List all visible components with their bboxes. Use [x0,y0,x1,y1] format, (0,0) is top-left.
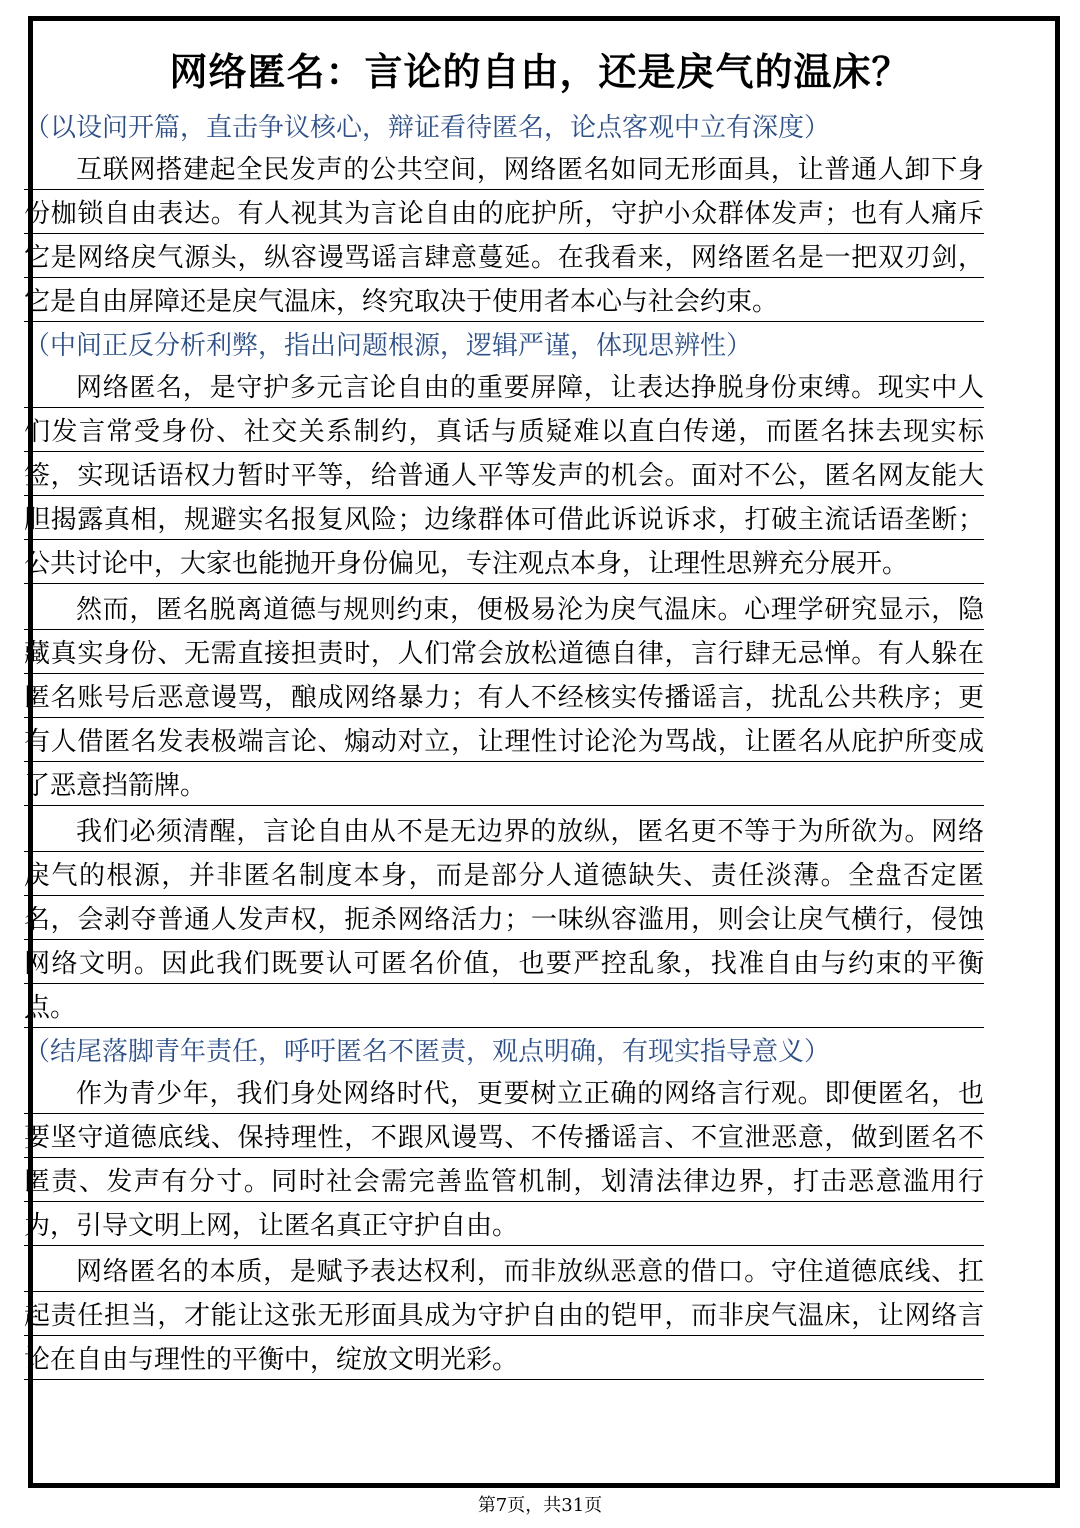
paragraph-intro: 互联网搭建起全民发声的公共空间，网络匿名如同无形面具，让普通人卸下身份枷锁自由表达。有人视其为言论自由的庇护所，守护小众群体发声；也有人痛斥它是网络戾气源头，纵容谩骂谣言肆意蔓延。在我看来，网络匿名是一把双刃剑，它是自由屏障还是戾气温床，终究取决于使用者本心与社会约束。 [24,148,984,326]
essay-title: 网络匿名：言论的自由，还是戾气的温床？ [169,50,911,94]
page-number: 第7页，共31页 [477,1495,603,1516]
paragraph-balance: 我们必须清醒，言论自由从不是无边界的放纵，匿名更不等于为所欲为。网络戾气的根源，并非匿名制度本身，而是部分人道德缺失、责任淡薄。全盘否定匿名，会剥夺普通人发声权，扼杀网络活力；一味纵容滥用，则会让戾气横行，侵蚀网络文明。因此我们既要认可匿名价值，也要严控乱象，找准自由与约束的平衡点。 [24,810,984,1032]
annotation-ending: （结尾落脚青年责任，呼吁匿名不匿责，观点明确，有现实指导意义） [24,1037,831,1067]
annotation-middle: （中间正反分析利弊，指出问题根源，逻辑严谨，体现思辨性） [24,331,753,361]
paragraph-conclusion: 网络匿名的本质，是赋予表达权利，而非放纵恶意的借口。守住道德底线、扛起责任担当，才能让这张无形面具成为守护自由的铠甲，而非戾气温床，让网络言论在自由与理性的平衡中，绽放文明光彩。 [24,1250,984,1384]
paragraph-con: 然而，匿名脱离道德与规则约束，便极易沦为戾气温床。心理学研究显示，隐藏真实身份、无需直接担责时，人们常会放松道德自律，言行肆无忌惮。有人躲在匿名账号后恶意谩骂，酿成网络暴力；有人不经核实传播谣言，扰乱公共秩序；更有人借匿名发表极端言论、煽动对立，让理性讨论沦为骂战，让匿名从庇护所变成了恶意挡箭牌。 [24,588,984,810]
essay-body [24,108,984,1384]
annotation-opening: （以设问开篇，直击争议核心，辩证看待匿名，论点客观中立有深度） [24,113,831,143]
paragraph-pro: 网络匿名，是守护多元言论自由的重要屏障，让表达挣脱身份束缚。现实中人们发言常受身份、社交关系制约，真话与质疑难以直白传递，而匿名抹去现实标签，实现话语权力暂时平等，给普通人平等发声的机会。面对不公，匿名网友能大胆揭露真相，规避实名报复风险；边缘群体可借此诉说诉求，打破主流话语垄断；公共讨论中，大家也能抛开身份偏见，专注观点本身，让理性思辨充分展开。 [24,366,984,588]
paragraph-youth: 作为青少年，我们身处网络时代，更要树立正确的网络言行观。即便匿名，也要坚守道德底线、保持理性，不跟风谩骂、不传播谣言、不宣泄恶意，做到匿名不匿责、发声有分寸。同时社会需完善监管机制，划清法律边界，打击恶意滥用行为，引导文明上网，让匿名真正守护自由。 [24,1072,984,1250]
